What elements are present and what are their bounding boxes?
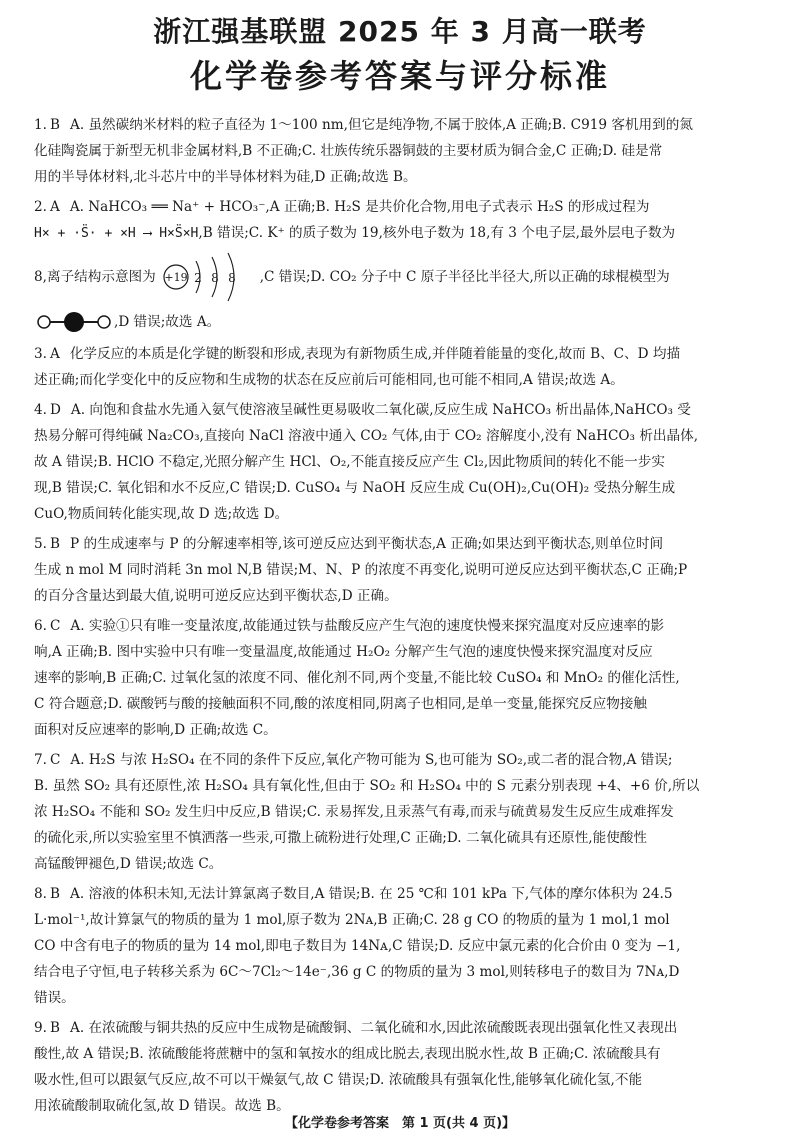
explanation-text: 化学反应的本质是化学键的断裂和形成,表现为有新物质生成,并伴随着能量的变化,故而 B、C、D 均描 <box>69 346 681 362</box>
answer-line <box>34 1015 766 1041</box>
explanation-text: ,B 错误;C. K⁺ 的质子数为 19,核外电子数为 18,有 3 个电子层,最外层电子数为 <box>198 225 676 241</box>
answer-line <box>34 247 766 307</box>
explanation-text: A. 向饱和食盐水先通入氨气使溶液呈碱性更易吸收二氧化碳,反应生成 NaHCO₃ 析出晶体,NaHCO₃ 受 <box>70 402 691 418</box>
question-number: 5. <box>34 536 47 552</box>
page-footer: 【化学卷参考答案 第 1 页(共 4 页)】 <box>284 1116 516 1131</box>
answer-line: 化硅陶瓷属于新型无机非金属材料,B 不正确;C. 壮族传统乐器铜鼓的主要材质为铜合金,C 正确;D. 硅是常 <box>34 143 663 159</box>
explanation-text: A. 虽然碳纳米材料的粒子直径为 1～100 nm,但它是纯净物,不属于胶体,A 正确;B. C919 客机用到的氮 <box>70 117 693 133</box>
question-number: 3. <box>34 346 47 362</box>
answer-item-4 <box>34 397 766 527</box>
answer-choice: B <box>50 886 60 902</box>
exam-subtitle: 化学卷参考答案与评分标准 <box>189 57 610 95</box>
answer-item-2 <box>34 194 766 337</box>
explanation-text: A. 溶液的体积未知,无法计算氯离子数目,A 错误;B. 在 25 ℃和 101 kPa 下,气体的摩尔体积为 24.5 <box>70 886 673 902</box>
answer-line: 吸水性,但可以跟氨气反应,故不可以干燥氨气,故 C 错误;D. 浓硫酸具有强氧化性,能够氧化硫化氢,不能 <box>34 1072 643 1088</box>
answer-line: 结合电子守恒,电子转移关系为 6C～7Cl₂～14e⁻,36 g C 的物质的量为 3 mol,则转移电子的数目为 7Nᴀ,D <box>34 964 680 980</box>
ion-shell-3-label: 8 <box>227 271 236 285</box>
answer-list <box>34 112 766 1119</box>
answer-choice: C <box>50 618 61 634</box>
ion-structure-diagram <box>162 249 254 305</box>
answer-line: 故 A 错误;B. HClO 不稳定,光照分解产生 HCl、O₂,不能直接反应产生 Cl₂,因此物质间的转化不能一步实 <box>34 454 665 470</box>
answer-line: 酸性,故 A 错误;B. 浓硫酸能将蔗糖中的氢和氧按水的组成比脱去,表现出脱水性,故 B 正确;C. 浓硫酸具有 <box>34 1046 661 1062</box>
answer-line: 用浓硫酸制取硫化氢,故 D 错误。故选 B。 <box>34 1098 290 1114</box>
ion-shell-2-label: 8 <box>210 271 219 285</box>
answer-item-7 <box>34 747 766 877</box>
answer-line: CO 中含有电子的物质的量为 14 mol,即电子数目为 14Nᴀ,C 错误;D. 反应中氯元素的化合价由 0 变为 −1, <box>34 938 681 954</box>
answer-item-9 <box>34 1015 766 1119</box>
answer-line <box>34 613 766 639</box>
answer-line: 现,B 错误;C. 氧化铝和水不反应,C 错误;D. CuSO₄ 与 NaOH 反应生成 Cu(OH)₂,Cu(OH)₂ 受热分解生成 <box>34 480 676 496</box>
answer-line: 浓 H₂SO₄ 不能和 SO₂ 发生归中反应,B 错误;C. 汞易挥发,且汞蒸气有毒,而汞与硫黄易发生反应生成难挥发 <box>34 804 674 820</box>
answer-item-6 <box>34 613 766 743</box>
answer-line: 生成 n mol M 同时消耗 3n mol N,B 错误;M、N、P 的浓度不再变化,说明可逆反应达到平衡状态,C 正确;P <box>34 562 688 578</box>
exam-title: 浙江强基联盟 2025 年 3 月高一联考 <box>153 15 647 48</box>
question-number: 6. <box>34 618 47 634</box>
explanation-text: A. H₂S 与浓 H₂SO₄ 在不同的条件下反应,氧化产物可能为 S,也可能为 SO₂,或二者的混合物,A 错误; <box>70 752 673 768</box>
answer-line: 述正确;而化学变化中的反应物和生成物的状态在反应前后可能相同,也可能不相同,A 错误;故选 A。 <box>34 372 624 388</box>
explanation-text: A. 在浓硫酸与铜共热的反应中生成物是硫酸铜、二氧化硫和水,因此浓硫酸既表现出强氧化性又表现出 <box>70 1020 678 1036</box>
answer-line: 错误。 <box>34 990 75 1006</box>
answer-choice: A <box>50 346 60 362</box>
question-number: 1. <box>34 117 47 133</box>
explanation-text: ,D 错误;故选 A。 <box>114 314 221 330</box>
answer-line: 速率的影响,B 正确;C. 过氧化氢的浓度不同、催化剂不同,两个变量,不能比较 CuSO₄ 和 MnO₂ 的催化活性, <box>34 670 680 686</box>
explanation-text: A. NaHCO₃ ══ Na⁺ + HCO₃⁻,A 正确;B. H₂S 是共价化合物,用电子式表示 H₂S 的形成过程为 <box>69 199 650 215</box>
answer-line: 响,A 正确;B. 图中实验中只有唯一变量温度,故能通过 H₂O₂ 分解产生气泡的速度快慢来探究温度对反应 <box>34 644 653 660</box>
explanation-text: P 的生成速率与 P 的分解速率相等,该可逆反应达到平衡状态,A 正确;如果达到平衡状态,则单位时间 <box>70 536 664 552</box>
answer-choice: C <box>50 752 61 768</box>
answer-line <box>34 112 766 138</box>
answer-choice: B <box>50 1020 60 1036</box>
answer-line <box>34 747 766 773</box>
ion-nucleus-label: +19 <box>164 271 188 284</box>
question-number: 2. <box>34 199 47 215</box>
answer-item-8 <box>34 881 766 1011</box>
answer-choice: D <box>50 402 61 418</box>
answer-line <box>34 220 766 247</box>
explanation-text: 8,离子结构示意图为 <box>34 269 156 285</box>
question-number: 4. <box>34 402 47 418</box>
answer-line <box>34 307 766 337</box>
answer-item-1 <box>34 112 766 190</box>
answer-line <box>34 194 766 220</box>
ion-shell-1-label: 2 <box>193 271 202 285</box>
answer-line: 面积对反应速率的影响,D 正确;故选 C。 <box>34 722 277 738</box>
answer-item-5 <box>34 531 766 609</box>
answer-line: C 符合题意;D. 碳酸钙与酸的接触面积不同,酸的浓度相同,阴离子也相同,是单一变量,能探究反应物接触 <box>34 696 647 712</box>
answer-line <box>34 531 766 557</box>
question-number: 9. <box>34 1020 47 1036</box>
question-number: 8. <box>34 886 47 902</box>
answer-line: CuO,物质间转化能实现,故 D 选;故选 D。 <box>34 506 289 522</box>
answer-line <box>34 881 766 907</box>
explanation-text: A. 实验①只有唯一变量浓度,故能通过铁与盐酸反应产生气泡的速度快慢来探究温度对反应速率的影 <box>70 618 665 634</box>
answer-line <box>34 341 766 367</box>
answer-line: 的百分含量达到最大值,说明可逆反应达到平衡状态,D 正确。 <box>34 588 398 604</box>
answer-line: 高锰酸钾褪色,D 错误;故选 C。 <box>34 856 223 872</box>
co2-ball-stick-model <box>34 311 114 333</box>
answer-item-3 <box>34 341 766 393</box>
answer-line: 的硫化汞,所以实验室里不慎洒落一些汞,可撒上硫粉进行处理,C 正确;D. 二氧化硫具有还原性,能使酸性 <box>34 830 647 846</box>
answer-line <box>34 397 766 423</box>
answer-choice: B <box>50 117 60 133</box>
answer-line: B. 虽然 SO₂ 具有还原性,浓 H₂SO₄ 具有氧化性,但由于 SO₂ 和 H₂SO₄ 中的 S 元素分别表现 +4、+6 价,所以 <box>34 778 700 794</box>
explanation-text: ,C 错误;D. CO₂ 分子中 C 原子半径比半径大,所以正确的球棍模型为 <box>259 269 670 285</box>
question-number: 7. <box>34 752 47 768</box>
answer-choice: A <box>50 199 60 215</box>
lewis-formation-formula: H× + ·S̈· + ×H ⟶ H×S̈×H <box>34 226 199 241</box>
answer-line: 热易分解可得纯碱 Na₂CO₃,直接向 NaCl 溶液中通入 CO₂ 气体,由于 CO₂ 溶解度小,没有 NaHCO₃ 析出晶体, <box>34 428 699 444</box>
answer-line: 用的半导体材料,北斗芯片中的半导体材料为硅,D 正确;故选 B。 <box>34 169 417 185</box>
answer-line: L·mol⁻¹,故计算氯气的物质的量为 1 mol,原子数为 2Nᴀ,B 正确;C. 28 g CO 的物质的量为 1 mol,1 mol <box>34 912 670 928</box>
answer-choice: B <box>50 536 60 552</box>
